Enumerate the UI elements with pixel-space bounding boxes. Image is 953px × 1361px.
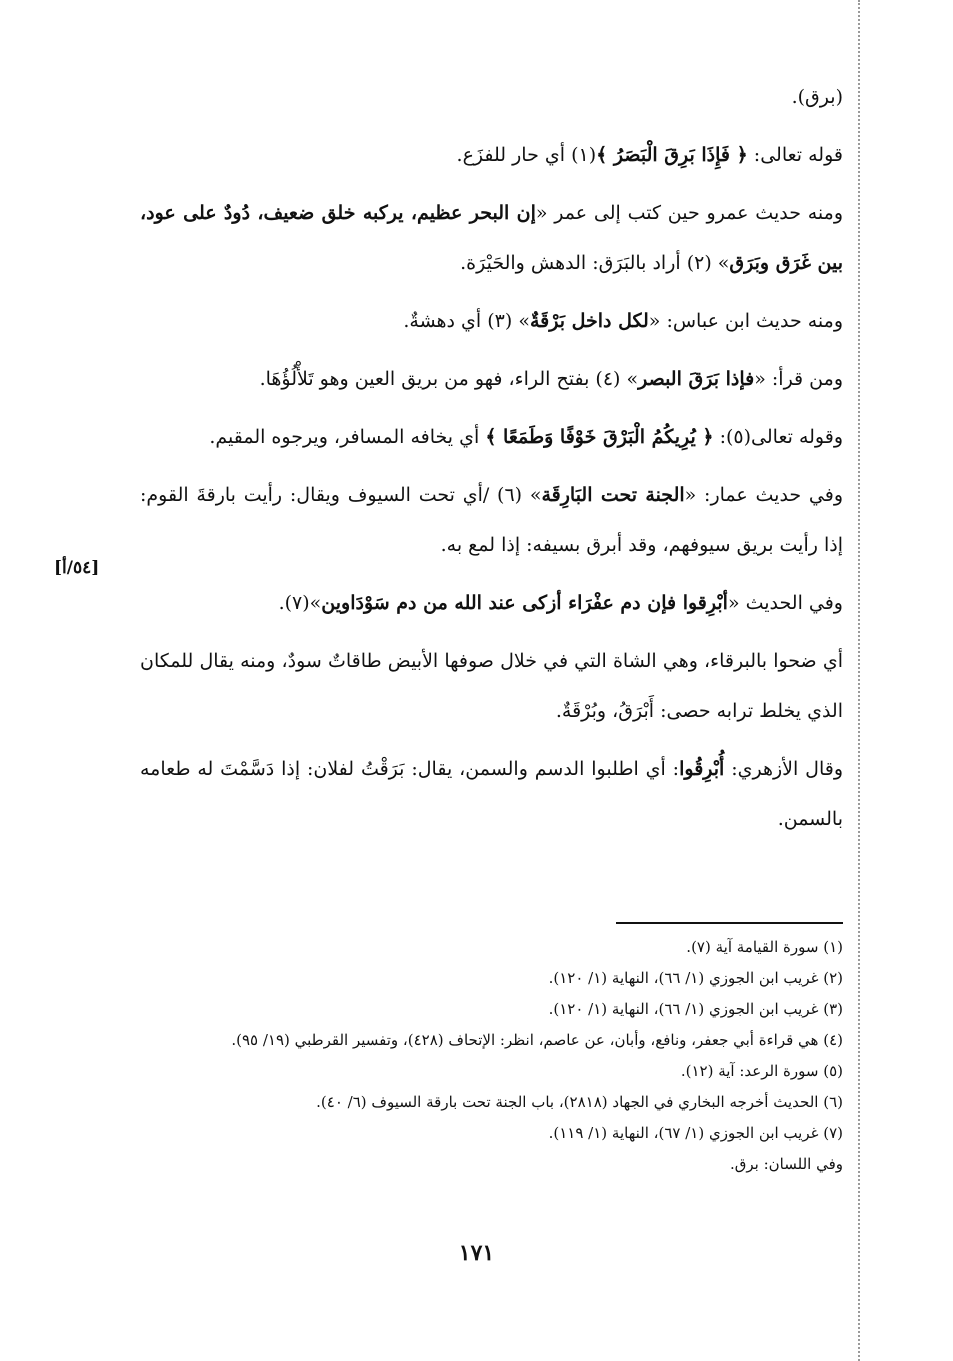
text-run: قوله تعالى: <box>747 144 843 166</box>
quran-reading: فإذا بَرَقَ البصر <box>638 368 755 390</box>
hadith-text: أُبْرِقُوا <box>679 758 725 780</box>
text-run: » (٣) أي دهشةٌ. <box>403 310 530 332</box>
footnotes <box>140 932 843 1180</box>
paragraph <box>140 412 843 462</box>
paragraph <box>140 188 843 288</box>
text-run: » (٢) أراد بالبَرَق: الدهش والحَيْرَة. <box>460 252 730 274</box>
text-run: »(٧). <box>278 592 322 614</box>
text-run: وقوله تعالى(٥): <box>713 426 843 448</box>
paragraph <box>140 354 843 404</box>
text-run: (١) أي حار للفزَع. <box>456 144 597 166</box>
manuscript-folio-ref: [٥٤/أ] <box>54 558 100 578</box>
quran-verse: ﴿ فَإِذَا بَرِقَ الْبَصَرُ ﴾ <box>596 144 748 166</box>
text-run: ومنه حديث ابن عباس: « <box>648 310 843 332</box>
paragraph <box>140 130 843 180</box>
text-run: ومنه حديث عمرو حين كتب إلى عمر « <box>535 202 844 224</box>
paragraph <box>140 744 843 844</box>
paragraph <box>140 470 843 570</box>
paragraph <box>140 636 843 736</box>
footnote: (٥) سورة الرعد: آية (١٢). <box>680 1062 843 1080</box>
text-run: وفي الحديث « <box>727 592 843 614</box>
binding-gutter-line <box>858 0 860 1361</box>
hadith-text: إن البحر عظيم، يركبه خلق ضعيف، دُودٌ على عود، بين غَرَق وبَرَق <box>140 202 843 274</box>
footnote: (٤) هي قراءة أبي جعفر، ونافع، وأبان، عن عاصم، انظر: الإتحاف (٤٢٨)، وتفسير القرطبي (١٩/ ٩٥). <box>231 1031 843 1049</box>
text-run: : أي اطلبوا الدسم والسمن، يقال: بَرَقْتُ لفلان: إذا دَسَّمْتَ له طعامه بالسمن. <box>140 758 843 830</box>
paragraph <box>140 578 843 628</box>
hadith-text: الجنة تحت البَارِقَة <box>541 484 685 506</box>
footnote: (٢) غريب ابن الجوزي (١/ ٦٦)، النهاية (١/ ١٢٠). <box>548 969 843 987</box>
page-number: ١٧١ <box>458 1240 495 1266</box>
paragraph <box>140 72 843 122</box>
hadith-text: أبْرِقوا فإن دم عفْرَاء أزكى عند الله من دم سَوْدَاوين <box>321 592 728 614</box>
text-run: ومن قرأ: « <box>754 368 843 390</box>
hadith-text: لكل داخل بَرْقَةٌ <box>529 310 649 332</box>
text-run: » (٤) بفتح الراء، فهو من بريق العين وهو تَلأْلُؤُهَا. <box>259 368 639 390</box>
text-run: أي يخافه المسافر، ويرجوه المقيم. <box>209 426 486 448</box>
footnote: (٧) غريب ابن الجوزي (١/ ٦٧)، النهاية (١/ ١١٩). <box>548 1124 843 1142</box>
footnote: (١) سورة القيامة آية (٧). <box>686 938 843 956</box>
footnote: وفي اللسان: برق. <box>729 1155 843 1173</box>
text-run: وفي حديث عمار: « <box>684 484 844 506</box>
footnote-separator <box>616 922 843 924</box>
text-run: (برق). <box>791 86 843 108</box>
text-run: وقال الأزهري: <box>724 758 844 780</box>
footnote: (٣) غريب ابن الجوزي (١/ ٦٦)، النهاية (١/ ١٢٠). <box>548 1000 843 1018</box>
main-text <box>140 72 843 844</box>
text-run: أي ضحوا بالبرقاء، وهي الشاة التي في خلال صوفها الأبيض طاقاتٌ سودٌ، ومنه يقال للمكان الذي يخلط ترابه حصى: أَبْرَقُ، وبُرْقَةٌ. <box>140 650 843 722</box>
paragraph <box>140 296 843 346</box>
footnote: (٦) الحديث أخرجه البخاري في الجهاد (٢٨١٨)، باب الجنة تحت بارقة السيوف (٦/ ٤٠). <box>316 1093 843 1111</box>
text-run: » (٦) /أي تحت السيوف ويقال: رأيت بارقةَ القوم: إذا رأيت بريق سيوفهم، وقد أبرق بسيفه: إذا لمع به. <box>140 484 843 556</box>
quran-verse: ﴿ يُرِيكُمُ الْبَرْقَ خَوْفًا وَطَمَعًا ﴾ <box>485 426 714 448</box>
